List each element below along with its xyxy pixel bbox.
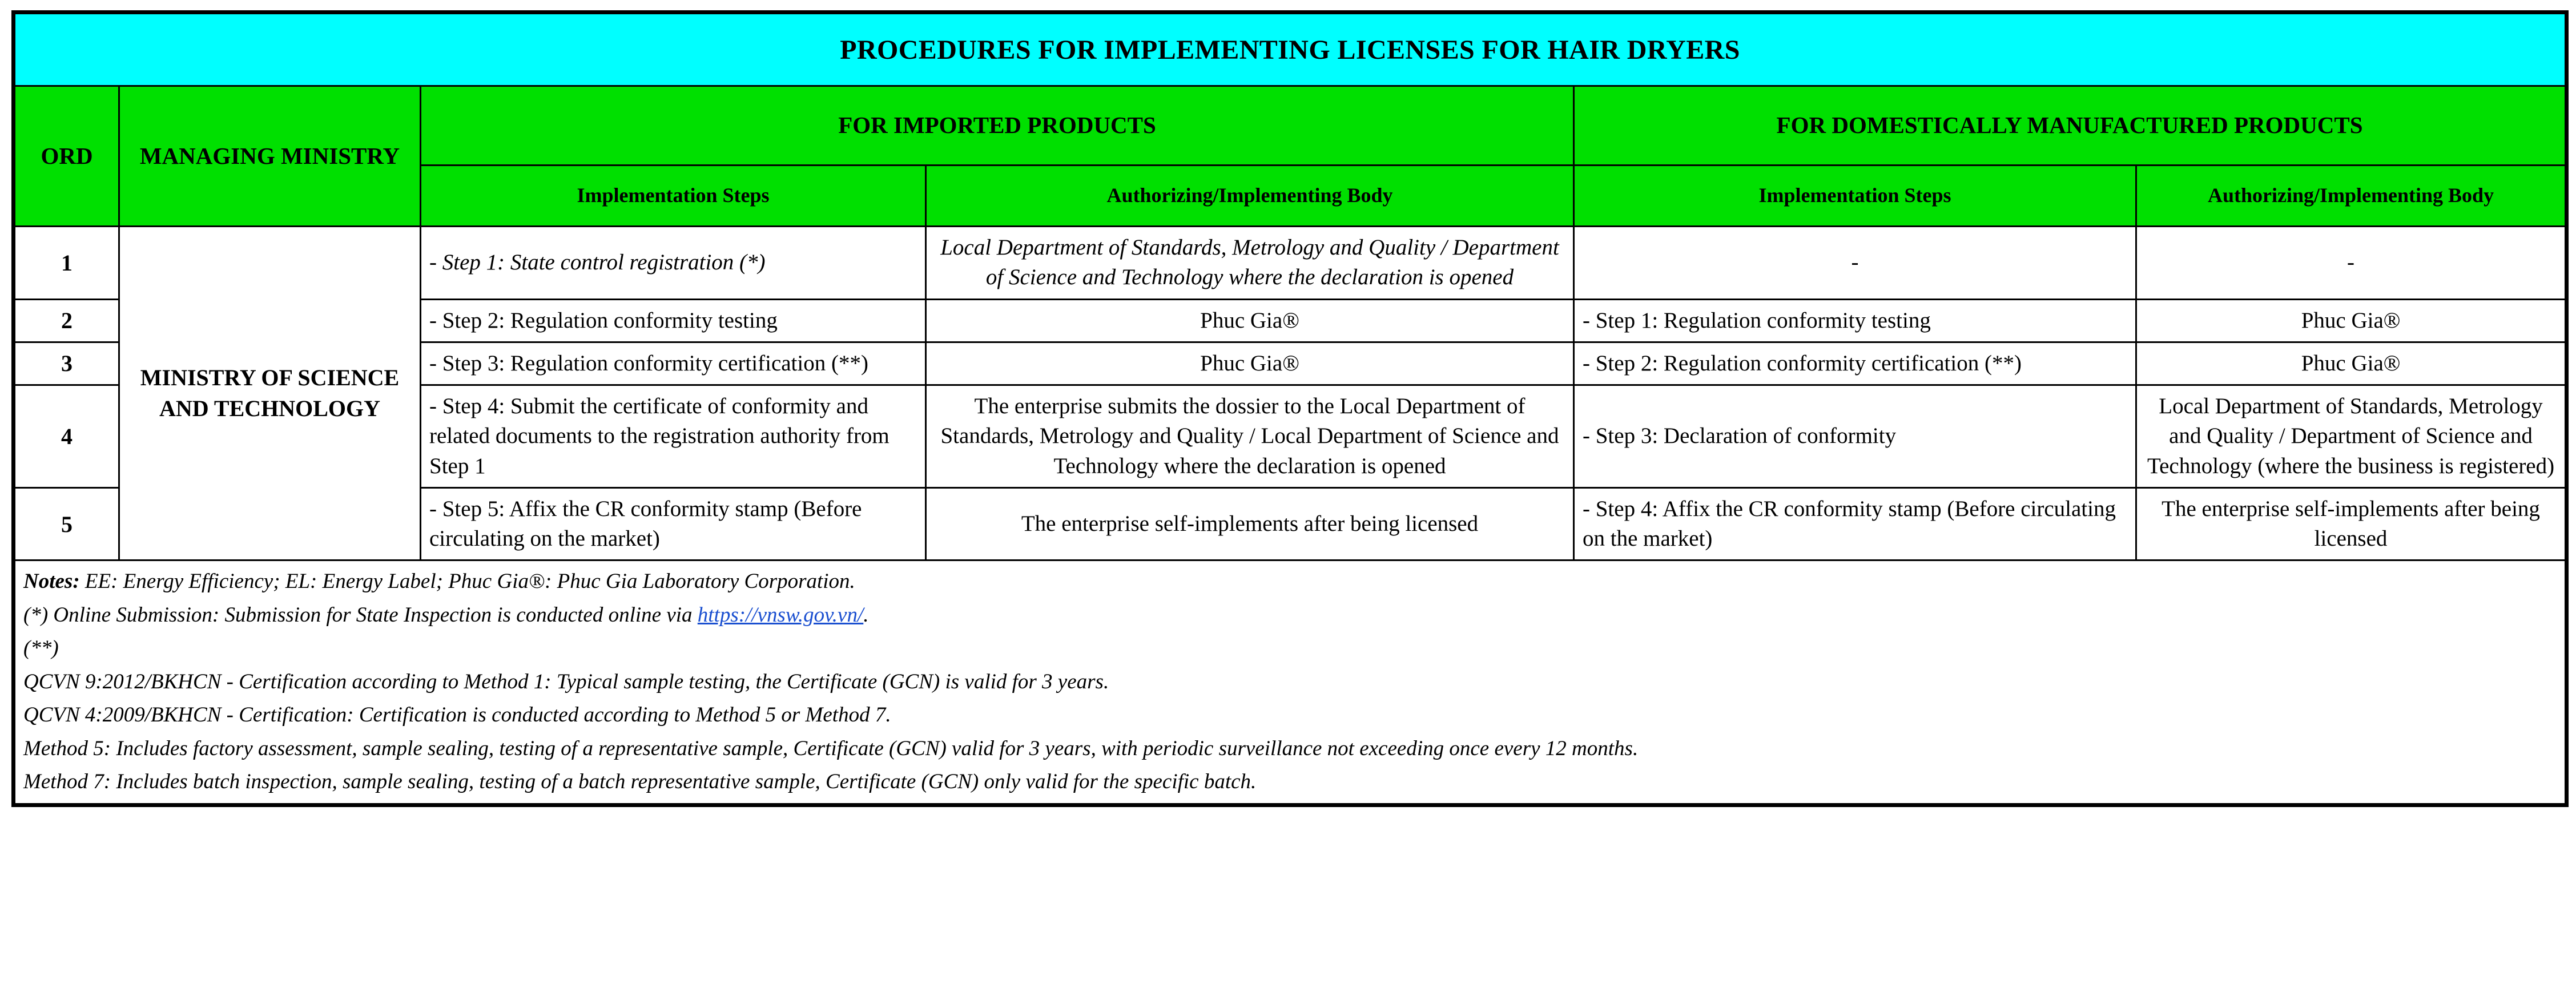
notes-line-3: (**): [23, 636, 59, 660]
column-header-domestic-body: Authorizing/Implementing Body: [2136, 166, 2567, 227]
column-header-domestic-steps: Implementation Steps: [1574, 166, 2136, 227]
cell-domestic-step: - Step 2: Regulation conformity certification (**): [1574, 342, 2136, 385]
cell-imported-step: - Step 2: Regulation conformity testing: [421, 299, 926, 342]
column-header-imported-body: Authorizing/Implementing Body: [926, 166, 1574, 227]
column-header-imported-steps: Implementation Steps: [421, 166, 926, 227]
notes-line-2: [23, 600, 2557, 631]
cell-imported-step: - Step 3: Regulation conformity certification (**): [421, 342, 926, 385]
notes-line-1: [23, 567, 2557, 597]
table-row: [14, 227, 2567, 300]
header-group-row: [14, 86, 2567, 166]
cell-imported-body: The enterprise submits the dossier to the Local Department of Standards, Metrology and Quality / Local Department of Science and Technology where the declaration is opened: [926, 385, 1574, 488]
cell-domestic-step: - Step 1: Regulation conformity testing: [1574, 299, 2136, 342]
cell-domestic-body: Phuc Gia®: [2136, 299, 2567, 342]
title-row: [14, 13, 2567, 86]
column-header-ord: ORD: [14, 86, 119, 227]
notes-row: [14, 561, 2567, 805]
cell-imported-step: - Step 5: Affix the CR conformity stamp (Before circulating on the market): [421, 487, 926, 561]
notes-line-5: QCVN 4:2009/BKHCN - Certification: Certification is conducted according to Method 5 or Method 7.: [23, 703, 891, 727]
cell-domestic-step: - Step 3: Declaration of conformity: [1574, 385, 2136, 488]
cell-imported-body: Phuc Gia®: [926, 342, 1574, 385]
cell-imported-body: The enterprise self-implements after being licensed: [926, 487, 1574, 561]
cell-ord: 2: [14, 299, 119, 342]
cell-imported-step: - Step 1: State control registration (*): [421, 227, 926, 300]
cell-domestic-body: The enterprise self-implements after being licensed: [2136, 487, 2567, 561]
page-title: PROCEDURES FOR IMPLEMENTING LICENSES FOR HAIR DRYERS: [14, 13, 2567, 86]
cell-domestic-step: - Step 4: Affix the CR conformity stamp (Before circulating on the market): [1574, 487, 2136, 561]
notes-line-6: Method 5: Includes factory assessment, sample sealing, testing of a representative sample, Certificate (GCN) valid for 3 years, with periodic surveillance not exceeding once every 12 months.: [23, 736, 1639, 760]
group-header-domestic: FOR DOMESTICALLY MANUFACTURED PRODUCTS: [1574, 86, 2567, 166]
notes-block: [14, 561, 2567, 805]
vnsw-portal-link[interactable]: https://vnsw.gov.vn/: [697, 603, 864, 627]
column-header-managing-ministry: MANAGING MINISTRY: [119, 86, 421, 227]
cell-imported-body: Phuc Gia®: [926, 299, 1574, 342]
procedures-table: [11, 10, 2569, 807]
notes-line-4: QCVN 9:2012/BKHCN - Certification according to Method 1: Typical sample testing, the Certificate (GCN) is valid for 3 years.: [23, 670, 1109, 693]
cell-managing-ministry: MINISTRY OF SCIENCE AND TECHNOLOGY: [119, 227, 421, 561]
cell-imported-step: - Step 4: Submit the certificate of conformity and related documents to the registration authority from Step 1: [421, 385, 926, 488]
cell-domestic-body: -: [2136, 227, 2567, 300]
cell-domestic-body: Phuc Gia®: [2136, 342, 2567, 385]
cell-imported-body: Local Department of Standards, Metrology and Quality / Department of Science and Technology where the declaration is opened: [926, 227, 1574, 300]
notes-label: Notes:: [23, 570, 80, 594]
cell-ord: 1: [14, 227, 119, 300]
notes-line-2-prefix: (*) Online Submission: Submission for State Inspection is conducted online via: [23, 603, 698, 627]
notes-line-2-suffix: .: [863, 603, 869, 627]
notes-line-7: Method 7: Includes batch inspection, sample sealing, testing of a batch representative sample, Certificate (GCN) only valid for the specific batch.: [23, 770, 1257, 794]
cell-ord: 4: [14, 385, 119, 488]
notes-line-1-text: EE: Energy Efficiency; EL: Energy Label; Phuc Gia®: Phuc Gia Laboratory Corporation.: [79, 570, 855, 594]
group-header-imported: FOR IMPORTED PRODUCTS: [421, 86, 1574, 166]
cell-ord: 3: [14, 342, 119, 385]
cell-domestic-step: -: [1574, 227, 2136, 300]
cell-domestic-body: Local Department of Standards, Metrology and Quality / Department of Science and Technology (where the business is registered): [2136, 385, 2567, 488]
cell-ord: 5: [14, 487, 119, 561]
